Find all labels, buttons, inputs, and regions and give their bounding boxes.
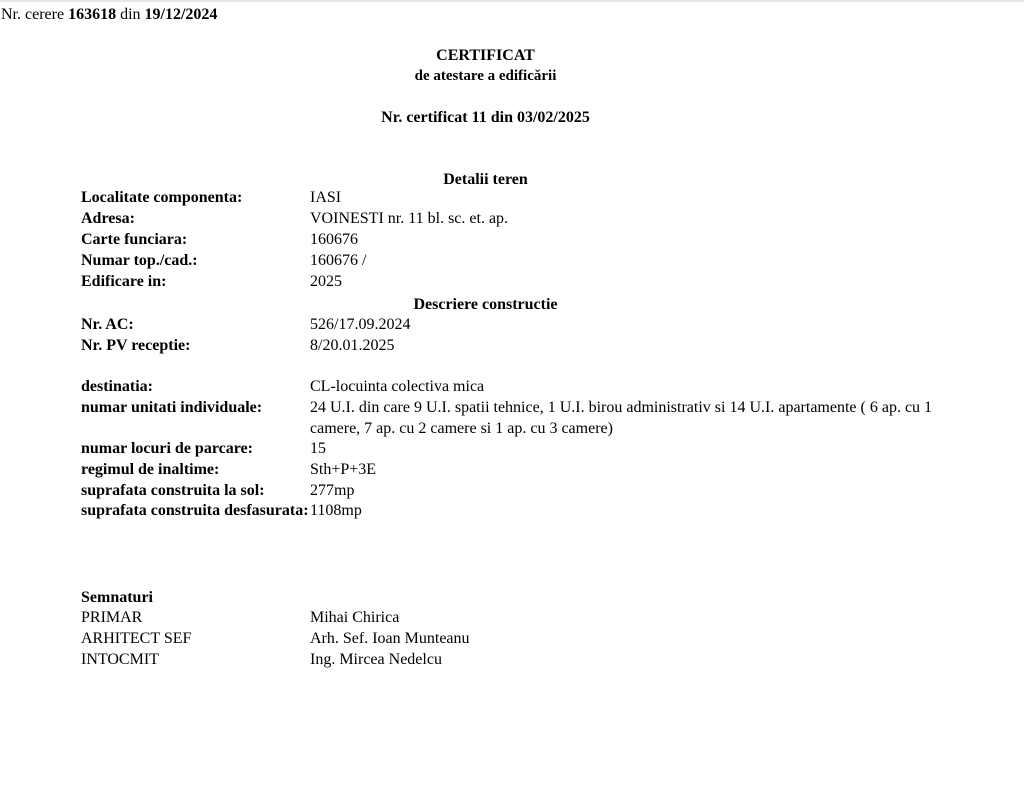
signature-name: Arh. Sef. Ioan Munteanu xyxy=(310,630,470,647)
field-label: regimul de inaltime: xyxy=(81,461,220,478)
signature-row-arhitect xyxy=(81,629,981,650)
certificate-number: Nr. certificat 11 din 03/02/2025 xyxy=(381,109,590,126)
certificate-subtitle: de atestare a edificării xyxy=(414,68,557,84)
field-value: 2025 xyxy=(310,273,342,290)
constructie-row-nr-ac xyxy=(81,315,981,336)
teren-row-carte-funciara xyxy=(81,230,981,251)
field-value: 277mp xyxy=(310,482,355,499)
field-label: Nr. AC: xyxy=(81,316,134,333)
field-value: 8/20.01.2025 xyxy=(310,337,395,354)
request-prefix: Nr. cerere xyxy=(1,6,65,23)
field-value: CL-locuinta colectiva mica xyxy=(310,378,485,395)
signature-role: ARHITECT SEF xyxy=(81,630,192,647)
section-heading-constructie: Descriere constructie xyxy=(413,296,558,313)
field-label: Numar top./cad.: xyxy=(81,252,198,269)
field-label: Nr. PV receptie: xyxy=(81,337,191,354)
signature-role: INTOCMIT xyxy=(81,651,159,668)
field-label: destinatia: xyxy=(81,378,153,395)
field-value: VOINESTI nr. 11 bl. sc. et. ap. xyxy=(310,210,509,227)
request-line xyxy=(1,5,217,25)
field-value: 24 U.I. din care 9 U.I. spatii tehnice, 1 U.I. birou administrativ si 14 U.I. apartamente ( 6 ap. cu 1 camere, 7 ap. cu 2 camere si 1 ap. cu 3 camere) xyxy=(310,399,933,437)
teren-row-adresa xyxy=(81,209,981,230)
constructie-row-nr-pv xyxy=(81,336,981,357)
teren-row-edificare xyxy=(81,272,981,293)
section-heading-teren: Detalii teren xyxy=(443,171,528,188)
field-label: Carte funciara: xyxy=(81,231,188,248)
teren-row-localitate xyxy=(81,188,981,209)
request-number: 163618 xyxy=(68,6,117,23)
signature-row-primar xyxy=(81,608,981,629)
detail-row-suprafata-desfasurata xyxy=(81,501,981,522)
field-label: Adresa: xyxy=(81,210,135,227)
field-value: 1108mp xyxy=(310,502,362,519)
teren-row-numar-top xyxy=(81,251,981,272)
signature-name: Mihai Chirica xyxy=(310,609,400,626)
signature-row-intocmit xyxy=(81,650,981,671)
field-value: 160676 / xyxy=(310,252,367,269)
top-border xyxy=(0,0,1024,2)
field-value: 160676 xyxy=(310,231,358,248)
signatures-heading: Semnaturi xyxy=(81,589,153,606)
request-din: din xyxy=(120,6,141,23)
certificate-title: CERTIFICAT xyxy=(436,47,535,64)
signature-name: Ing. Mircea Nedelcu xyxy=(310,651,442,668)
field-value: 526/17.09.2024 xyxy=(310,316,411,333)
detail-row-unitati xyxy=(81,398,981,440)
detail-row-destinatia xyxy=(81,377,981,398)
field-value: 15 xyxy=(310,440,326,457)
request-date: 19/12/2024 xyxy=(144,6,218,23)
field-label: numar unitati individuale: xyxy=(81,399,263,416)
field-label: Localitate componenta: xyxy=(81,189,243,206)
field-label: numar locuri de parcare: xyxy=(81,440,253,457)
detail-row-suprafata-sol xyxy=(81,481,981,502)
field-value: Sth+P+3E xyxy=(310,461,377,478)
detail-row-regim xyxy=(81,460,981,481)
field-label: suprafata construita la sol: xyxy=(81,482,265,499)
field-value: IASI xyxy=(310,189,342,206)
field-label: Edificare in: xyxy=(81,273,167,290)
field-label: suprafata construita desfasurata: xyxy=(81,502,309,519)
signature-role: PRIMAR xyxy=(81,609,143,626)
detail-row-parcare xyxy=(81,439,981,460)
